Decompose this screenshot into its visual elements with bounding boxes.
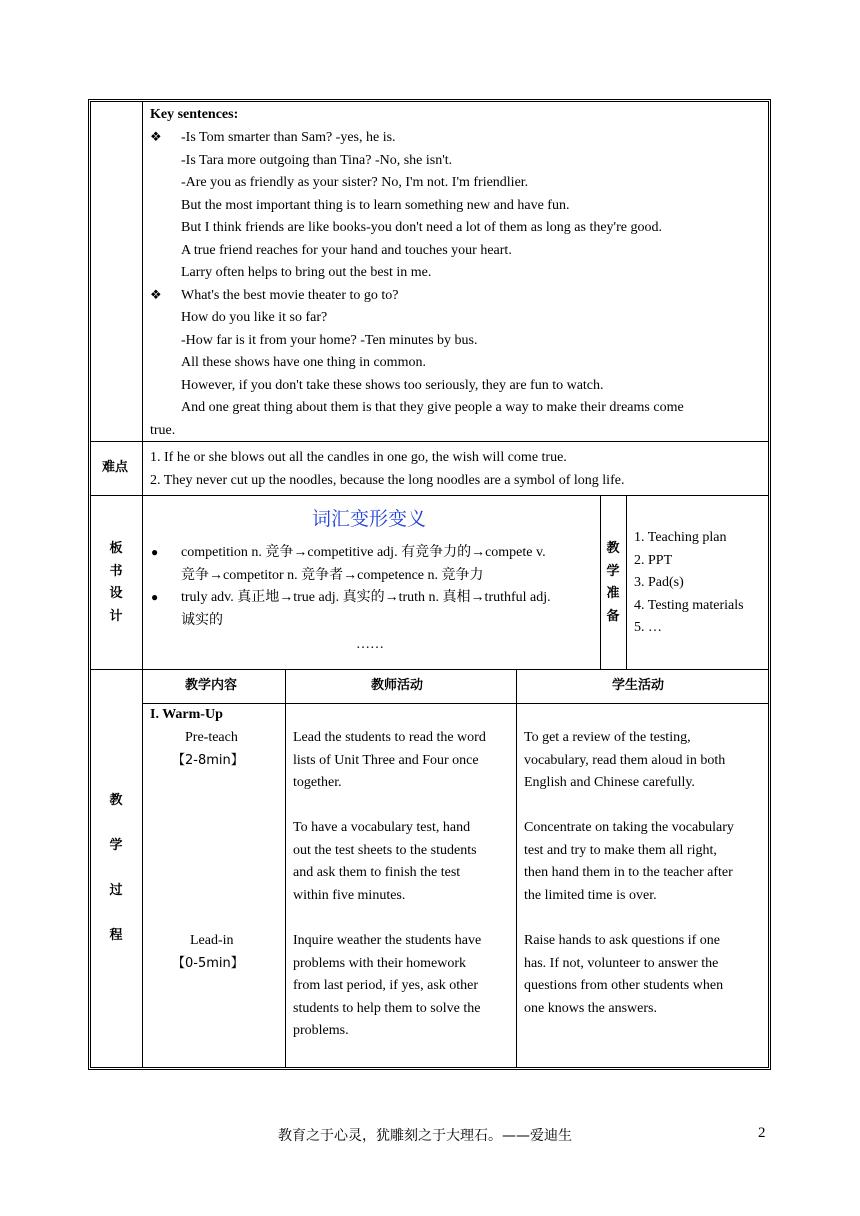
- key-sentence: true.: [150, 422, 176, 438]
- stage-name: Lead-in: [190, 933, 234, 948]
- board-design-label-char: 书: [109, 563, 123, 579]
- bullet-icon: ●: [151, 545, 159, 559]
- row-divider-3: [90, 669, 769, 670]
- bullet-icon: ●: [151, 590, 159, 604]
- stage-time: 【0-5min】: [172, 955, 244, 971]
- student-activity-line: then hand them in to the teacher after: [524, 865, 733, 880]
- ellipsis: ……: [356, 637, 384, 652]
- page-number: 2: [758, 1125, 766, 1141]
- student-activity-line: questions from other students when: [524, 978, 724, 993]
- teacher-activity-line: Lead the students to read the word: [293, 730, 486, 745]
- prep-item: 1. Teaching plan: [634, 530, 727, 545]
- prep-item: 5. …: [634, 620, 662, 635]
- student-activity-line: English and Chinese carefully.: [524, 775, 695, 790]
- prep-item: 3. Pad(s): [634, 575, 684, 590]
- teacher-activity-line: problems.: [293, 1023, 349, 1038]
- teacher-activity-line: students to help them to solve the: [293, 1000, 481, 1016]
- key-sentence: -Is Tara more outgoing than Tina? -No, she isn't.: [181, 152, 453, 168]
- board-design-label-char: 设: [109, 586, 123, 601]
- diamond-bullet-icon: ❖: [150, 129, 162, 144]
- key-sentence: All these shows have one thing in common.: [181, 355, 426, 370]
- prep-label-divider-left: [600, 495, 601, 669]
- teacher-activity-line: from last period, if yes, ask other: [293, 978, 479, 993]
- board-design-label-char: 计: [109, 608, 123, 624]
- header-divider: [142, 703, 769, 704]
- key-sentence: -Are you as friendly as your sister? No, I'm not. I'm friendlier.: [181, 175, 529, 190]
- key-sentence: And one great thing about them is that they give people a way to make their dreams come: [181, 400, 684, 415]
- prep-item: 2. PPT: [634, 552, 673, 568]
- student-activity-line: test and try to make them all right,: [524, 842, 717, 858]
- key-sentences-heading: Key sentences:: [150, 107, 239, 122]
- teacher-activity-line: To have a vocabulary test, hand: [293, 820, 471, 835]
- diamond-bullet-icon: ❖: [150, 287, 162, 302]
- student-activity-line: Raise hands to ask questions if one: [524, 933, 720, 948]
- row-divider-2: [90, 495, 769, 496]
- teacher-activity-line: within five minutes.: [293, 887, 406, 903]
- board-design-title: 词汇变形变义: [312, 508, 427, 530]
- board-design-label-char: 板: [109, 541, 123, 556]
- vocab-line: 诚实的: [181, 612, 223, 628]
- difficulty-item: 2. They never cut up the noodles, because the long noodles are a symbol of long life.: [150, 472, 625, 488]
- teacher-activity-line: lists of Unit Three and Four once: [293, 752, 479, 768]
- footer-quote: 教育之于心灵，犹雕刻之于大理石。——爱迪生: [278, 1128, 572, 1144]
- key-sentence: But the most important thing is to learn something new and have fun.: [181, 197, 570, 213]
- vocab-line: 竞争→competitor n. 竞争者→competence n. 竞争力: [181, 567, 484, 583]
- label-column-divider: [142, 101, 143, 1068]
- process-col-divider-2: [516, 669, 517, 1068]
- teacher-activity-line: out the test sheets to the students: [293, 842, 477, 858]
- vocab-line: truly adv. 真正地→true adj. 真实的→truth n. 真相→truthful adj.: [181, 590, 551, 605]
- stage-name: Pre-teach: [185, 730, 238, 745]
- prep-label-divider-right: [626, 495, 627, 669]
- teacher-activity-line: and ask them to finish the test: [293, 865, 461, 880]
- process-label-char: 学: [109, 838, 123, 853]
- prep-item: 4. Testing materials: [634, 597, 744, 613]
- student-activity-line: the limited time is over.: [524, 887, 657, 903]
- key-sentence: But I think friends are like books-you don't need a lot of them as long as they're good.: [181, 220, 662, 235]
- teacher-activity-line: problems with their homework: [293, 955, 467, 971]
- header-teacher-activity: 教师活动: [371, 678, 424, 693]
- row-divider-1: [90, 441, 769, 442]
- prep-label-char: 学: [606, 563, 620, 579]
- student-activity-line: has. If not, volunteer to answer the: [524, 955, 719, 971]
- student-activity-line: one knows the answers.: [524, 1000, 657, 1016]
- student-activity-line: vocabulary, read them aloud in both: [524, 752, 726, 768]
- key-sentence: What's the best movie theater to go to?: [181, 287, 399, 303]
- header-content: 教学内容: [185, 678, 238, 693]
- prep-label-char: 备: [606, 608, 620, 624]
- key-sentence: How do you like it so far?: [181, 310, 328, 325]
- key-sentence: -How far is it from your home? -Ten minutes by bus.: [181, 332, 478, 348]
- difficulty-item: 1. If he or she blows out all the candles in one go, the wish will come true.: [150, 450, 567, 465]
- key-sentence: However, if you don't take these shows too seriously, they are fun to watch.: [181, 377, 604, 393]
- process-label-char: 过: [109, 883, 123, 898]
- teacher-activity-line: Inquire weather the students have: [293, 933, 482, 948]
- process-col-divider-1: [285, 669, 286, 1068]
- prep-label-char: 准: [606, 586, 620, 601]
- student-activity-line: To get a review of the testing,: [524, 730, 691, 745]
- header-student-activity: 学生活动: [612, 678, 665, 693]
- difficulties-label: 难点: [102, 460, 129, 475]
- process-label-char: 程: [109, 928, 123, 943]
- student-activity-line: Concentrate on taking the vocabulary: [524, 820, 734, 835]
- process-label-char: 教: [109, 793, 123, 808]
- key-sentence: -Is Tom smarter than Sam? -yes, he is.: [181, 130, 396, 145]
- section-title: I. Warm-Up: [150, 707, 223, 722]
- key-sentence: Larry often helps to bring out the best in me.: [181, 265, 432, 280]
- teacher-activity-line: together.: [293, 775, 342, 790]
- key-sentence: A true friend reaches for your hand and touches your heart.: [181, 242, 512, 258]
- vocab-line: competition n. 竞争→competitive adj. 有竞争力的→compete v.: [181, 545, 546, 560]
- stage-time: 【2-8min】: [172, 752, 244, 768]
- prep-label-char: 教: [606, 541, 620, 556]
